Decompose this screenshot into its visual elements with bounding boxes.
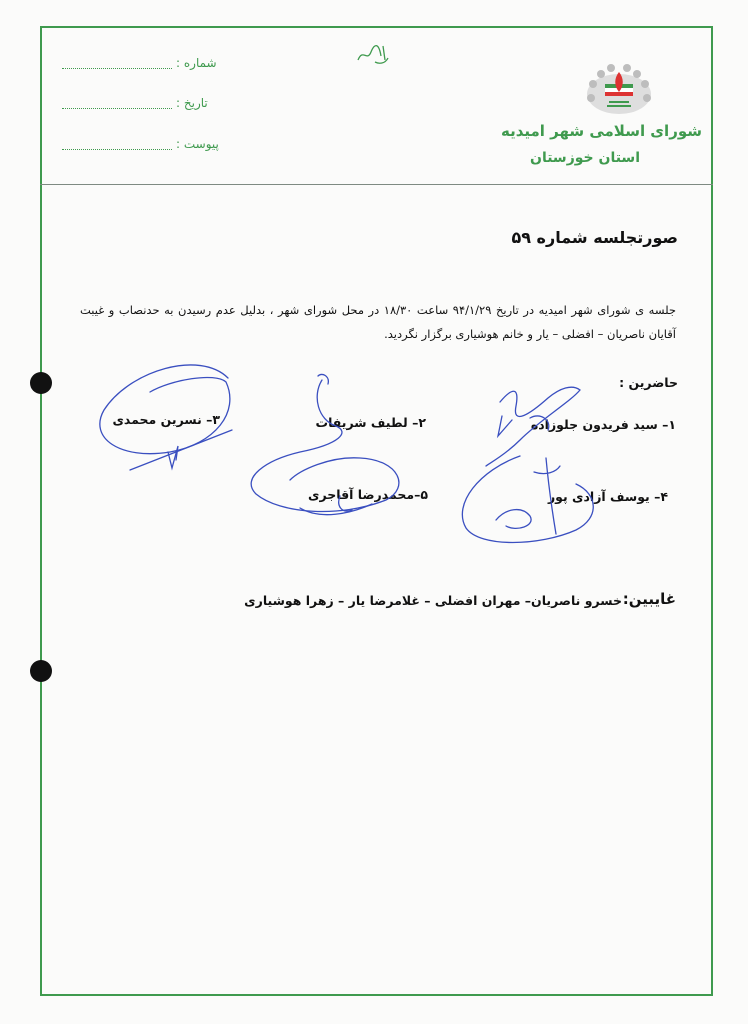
date-line (62, 98, 172, 109)
punch-hole (30, 660, 52, 682)
present-member-1: ۱– سید فریدون جلوزاده (530, 417, 676, 432)
intro-paragraph: جلسه ی شورای شهر امیدیه در تاریخ ۹۴/۱/۲۹ ساعت ۱۸/۳۰ در محل شورای شهر ، بدلیل عدم رسیدن به حدنصاب و غیبت آقایان ناصریان – افضلی – یار و خانم هوشیاری برگزار نگردید. (80, 303, 677, 341)
attachment-field (62, 137, 219, 151)
date-field (62, 96, 208, 110)
invocation-calligraphy (355, 40, 391, 66)
punch-hole (30, 372, 52, 394)
absent-names: خسرو ناصریان– مهران افضلی – غلامرضا یار – زهرا هوشیاری (244, 593, 622, 608)
attachment-label: پیوست : (176, 137, 219, 151)
header-divider (40, 184, 713, 185)
number-field (62, 56, 217, 70)
attachment-line (62, 139, 172, 150)
number-label: شماره : (176, 56, 217, 70)
present-member-2: ۲– لطیف شریفات (315, 415, 426, 430)
iran-emblem-icon (583, 58, 655, 118)
present-member-4: ۴– یوسف آزادی پور (547, 489, 668, 504)
number-line (62, 58, 172, 69)
organization-name: شورای اسلامی شهر امیدیه (500, 122, 702, 140)
present-member-5: ۵–محمدرضا آقاجری (308, 487, 428, 502)
province-name: استان خوزستان (530, 150, 640, 166)
present-member-3: ۳– نسرین محمدی (112, 412, 220, 427)
date-label: تاریخ : (176, 96, 208, 110)
absent-label: غایبین: (622, 590, 676, 608)
present-label: حاضرین : (619, 375, 678, 390)
document-title: صورتجلسه شماره ۵۹ (511, 228, 678, 247)
page-frame (40, 26, 713, 996)
